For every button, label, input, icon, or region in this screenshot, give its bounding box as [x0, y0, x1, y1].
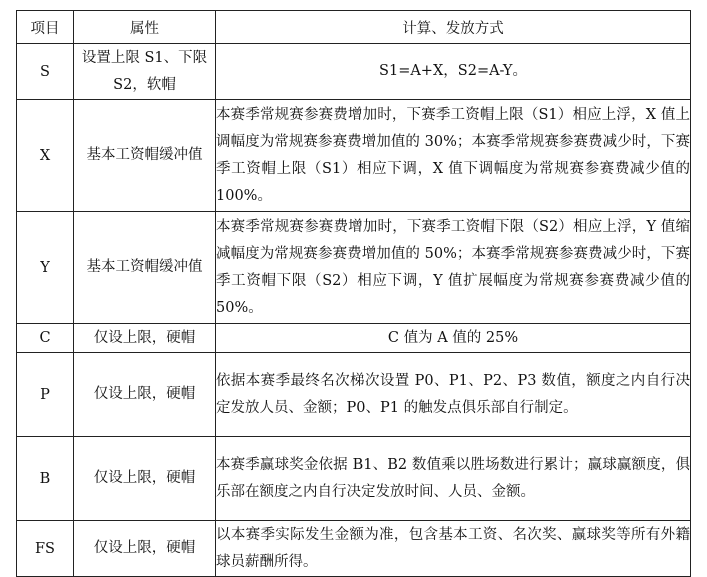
cell-rule: 依据本赛季最终名次梯次设置 P0、P1、P2、P3 数值，额度之内自行决定发放人员、金额；P0、P1 的触发点俱乐部自行制定。: [216, 353, 691, 437]
cell-attribute: 仅设上限，硬帽: [74, 353, 216, 437]
salary-cap-table: [16, 10, 691, 577]
header-attribute: 属性: [74, 11, 216, 44]
cell-rule: 以本赛季实际发生金额为准，包含基本工资、名次奖、赢球奖等所有外籍球员薪酬所得。: [216, 521, 691, 577]
cell-code: FS: [17, 521, 74, 577]
cell-attribute: 仅设上限，硬帽: [74, 324, 216, 353]
header-code: 项目: [17, 11, 74, 44]
cell-rule: 本赛季常规赛参赛费增加时，下赛季工资帽下限（S2）相应上浮，Y 值缩减幅度为常规赛参赛费增加值的 50%；本赛季常规赛参赛费减少时，下赛季工资帽下限（S2）相应下调，Y 值扩展幅度为常规赛参赛费减少值的 50%。: [216, 212, 691, 324]
cell-code: Y: [17, 212, 74, 324]
cell-rule: S1=A+X，S2=A-Y。: [216, 44, 691, 100]
header-rule: 计算、发放方式: [216, 11, 691, 44]
cell-rule: 本赛季常规赛参赛费增加时，下赛季工资帽上限（S1）相应上浮，X 值上调幅度为常规赛参赛费增加值的 30%；本赛季常规赛参赛费减少时，下赛季工资帽上限（S1）相应下调，X 值下调幅度为常规赛参赛费减少值的 100%。: [216, 100, 691, 212]
cell-rule: 本赛季赢球奖金依据 B1、B2 数值乘以胜场数进行累计；赢球赢额度，俱乐部在额度之内自行决定发放时间、人员、金额。: [216, 437, 691, 521]
cell-code: S: [17, 44, 74, 100]
cell-attribute: 仅设上限，硬帽: [74, 437, 216, 521]
table-row: [17, 353, 691, 437]
table-row: [17, 324, 691, 353]
table-row: [17, 100, 691, 212]
cell-code: B: [17, 437, 74, 521]
cell-attribute: 仅设上限，硬帽: [74, 521, 216, 577]
table-row: [17, 521, 691, 577]
table-row: [17, 44, 691, 100]
cell-attribute: 基本工资帽缓冲值: [74, 100, 216, 212]
header-row: [17, 11, 691, 44]
cell-code: X: [17, 100, 74, 212]
cell-attribute: 设置上限 S1、下限 S2，软帽: [74, 44, 216, 100]
table-row: [17, 212, 691, 324]
cell-code: C: [17, 324, 74, 353]
table-row: [17, 437, 691, 521]
cell-attribute: 基本工资帽缓冲值: [74, 212, 216, 324]
cell-code: P: [17, 353, 74, 437]
cell-rule: C 值为 A 值的 25%: [216, 324, 691, 353]
